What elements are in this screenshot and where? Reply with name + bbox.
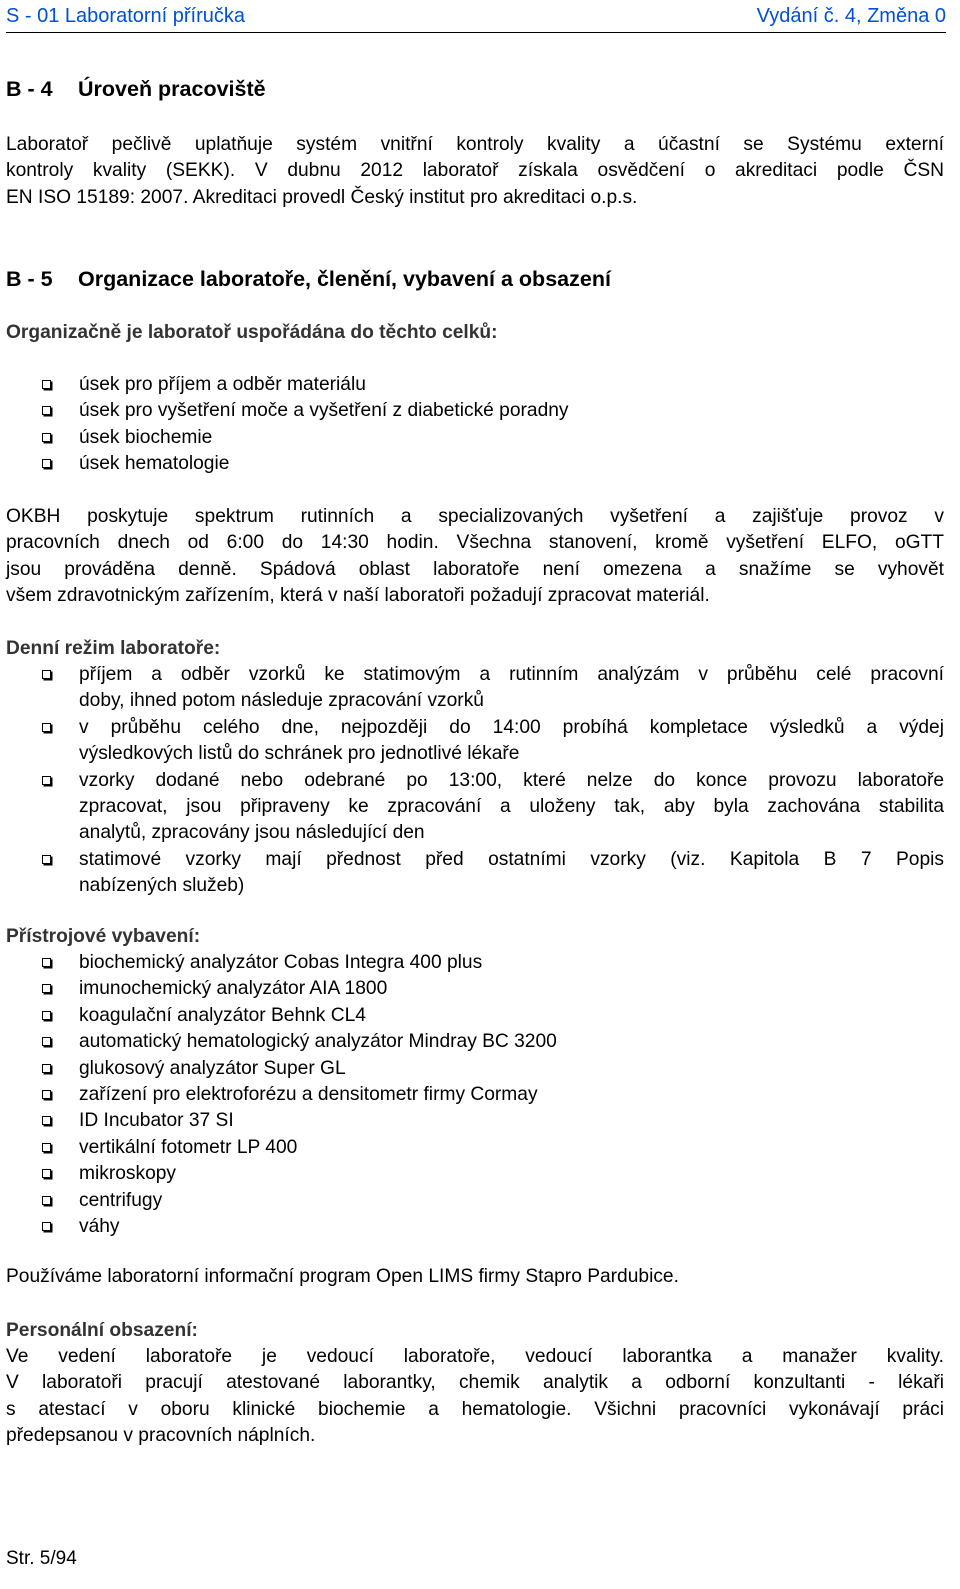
list-item: mikroskopy [6, 1161, 944, 1187]
list-item: centrifugy [6, 1188, 944, 1214]
equipment-title: Přístrojové vybavení: [6, 926, 201, 947]
text-line: předepsanou v pracovních náplních. [6, 1425, 316, 1447]
text-line: jsou prováděna denně. Spádová oblast laboratoře není omezena a snažíme se vyhovět [6, 558, 944, 580]
checkbox-bullet-icon [42, 1196, 51, 1205]
equipment-list [6, 950, 944, 1240]
page-header [6, 2, 946, 33]
checkbox-bullet-icon [42, 459, 51, 468]
text-line: s atestací v oboru klinické biochemie a hematologie. Všichni pracovníci vykonávají práci [6, 1398, 944, 1420]
lims-paragraph: Používáme laboratorní informační program Open LIMS firmy Stapro Pardubice. [6, 1266, 679, 1287]
section-title: Organizace laboratoře, členění, vybavení a obsazení [78, 267, 611, 291]
checkbox-bullet-icon [42, 1143, 51, 1152]
checkbox-bullet-icon [42, 723, 51, 732]
page-number: Str. 5/94 [6, 1548, 77, 1569]
list-item: úsek biochemie [6, 425, 944, 451]
checkbox-bullet-icon [42, 670, 51, 679]
list-item: automatický hematologický analyzátor Mindray BC 3200 [6, 1029, 944, 1055]
section-title: Úroveň pracoviště [78, 77, 266, 101]
section-heading-b4 [6, 76, 266, 102]
list-item: úsek pro příjem a odběr materiálu [6, 372, 944, 398]
text-line: Laboratoř pečlivě uplatňuje systém vnitřní kontroly kvality a účastní se Systému externí [6, 134, 944, 155]
checkbox-bullet-icon [42, 1169, 51, 1178]
document-title: S - 01 Laboratorní příručka [6, 5, 246, 27]
checkbox-bullet-icon [42, 855, 51, 864]
checkbox-bullet-icon [42, 1011, 51, 1020]
checkbox-bullet-icon [42, 1090, 51, 1099]
checkbox-bullet-icon [42, 1116, 51, 1125]
organization-intro: Organizačně je laboratoř uspořádána do těchto celků: [6, 322, 498, 343]
list-item: úsek pro vyšetření moče a vyšetření z diabetické poradny [6, 398, 944, 424]
section-heading-b5 [6, 266, 611, 292]
daily-regime-title: Denní režim laboratoře: [6, 638, 221, 659]
okbh-paragraph [6, 504, 944, 610]
list-item: příjem a odběr vzorků ke statimovým a rutinním analýzám v průběhu celé pracovní doby, ihned potom následuje zpracování vzorků [6, 662, 944, 715]
checkbox-bullet-icon [42, 776, 51, 785]
list-item: váhy [6, 1214, 944, 1240]
list-item: imunochemický analyzátor AIA 1800 [6, 976, 944, 1002]
text-line: pracovních dnech od 6:00 do 14:30 hodin. Všechna stanovení, kromě vyšetření ELFO, oGTT [6, 532, 944, 554]
list-item: biochemický analyzátor Cobas Integra 400 plus [6, 950, 944, 976]
edition-info: Vydání č. 4, Změna 0 [756, 5, 946, 27]
checkbox-bullet-icon [42, 406, 51, 415]
text-line: EN ISO 15189: 2007. Akreditaci provedl Český institut pro akreditaci o.p.s. [6, 186, 638, 208]
section-number: B - 5 [6, 267, 53, 291]
units-list [6, 372, 944, 478]
list-item: glukosový analyzátor Super GL [6, 1056, 944, 1082]
staff-paragraph [6, 1344, 944, 1450]
list-item: koagulační analyzátor Behnk CL4 [6, 1003, 944, 1029]
checkbox-bullet-icon [42, 380, 51, 389]
checkbox-bullet-icon [42, 1222, 51, 1231]
text-line: OKBH poskytuje spektrum rutinních a specializovaných vyšetření a zajišťuje provoz v [6, 506, 944, 527]
text-line: V laboratoři pracují atestované laborantky, chemik analytik a odborní konzultanti - lékaři [6, 1372, 944, 1394]
checkbox-bullet-icon [42, 958, 51, 967]
checkbox-bullet-icon [42, 984, 51, 993]
text-line: kontroly kvality (SEKK). V dubnu 2012 laboratoř získala osvědčení o akreditaci podle ČSN [6, 160, 944, 182]
list-item: vertikální fotometr LP 400 [6, 1135, 944, 1161]
checkbox-bullet-icon [42, 1037, 51, 1046]
list-item: statimové vzorky mají přednost před ostatními vzorky (viz. Kapitola B 7 Popis nabízených služeb) [6, 847, 944, 900]
checkbox-bullet-icon [42, 1064, 51, 1073]
section-number: B - 4 [6, 77, 53, 101]
b4-paragraph [6, 132, 944, 211]
text-line: všem zdravotnickým zařízením, která v naší laboratoři požadují zpracovat materiál. [6, 585, 710, 607]
staff-title: Personální obsazení: [6, 1320, 198, 1341]
daily-regime-list [6, 662, 944, 900]
list-item: v průběhu celého dne, nejpozději do 14:00 probíhá kompletace výsledků a výdej výsledkových listů do schránek pro jednotlivé lékaře [6, 715, 944, 768]
list-item: úsek hematologie [6, 451, 944, 477]
checkbox-bullet-icon [42, 433, 51, 442]
list-item: ID Incubator 37 SI [6, 1108, 944, 1134]
list-item: vzorky dodané nebo odebrané po 13:00, které nelze do konce provozu laboratoře zpracovat, jsou připraveny ke zpracování a uloženy tak, aby byla zachována stabilita analytů, zpracovány jsou následující den [6, 768, 944, 847]
text-line: Ve vedení laboratoře je vedoucí laboratoře, vedoucí laborantka a manažer kvality. [6, 1346, 944, 1367]
list-item: zařízení pro elektroforézu a densitometr firmy Cormay [6, 1082, 944, 1108]
